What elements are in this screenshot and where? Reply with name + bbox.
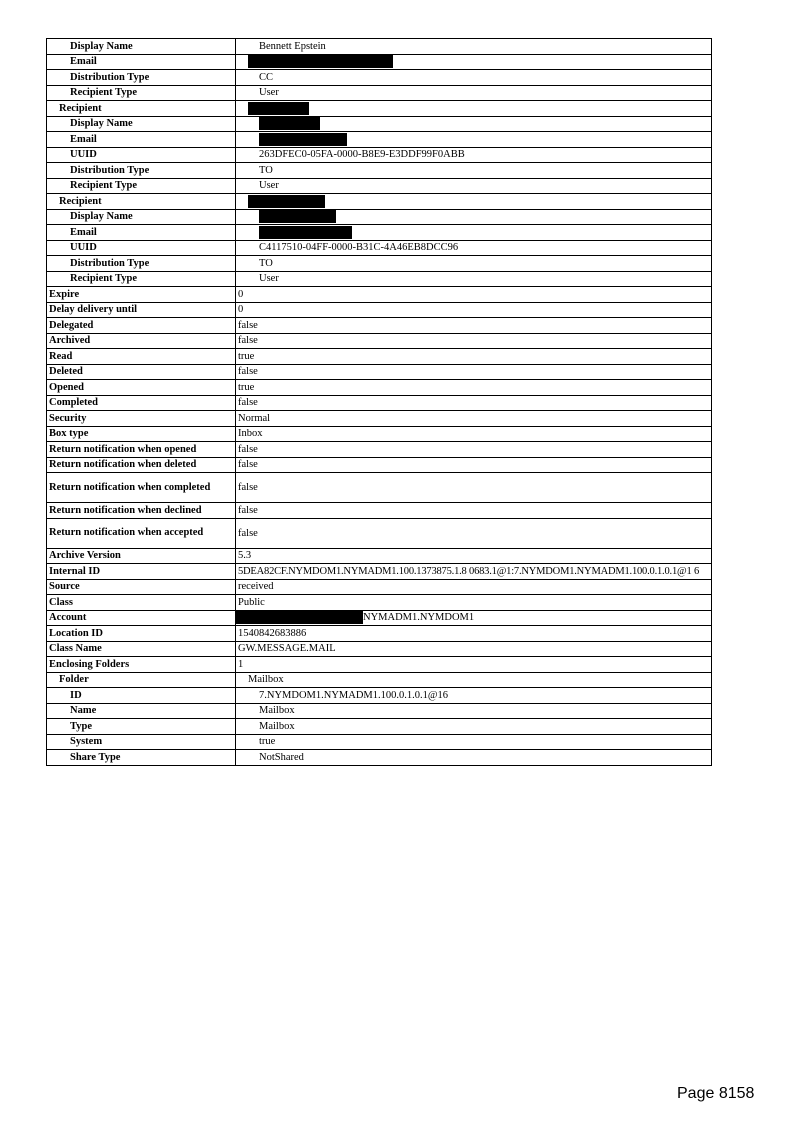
field-label: Return notification when deleted bbox=[47, 457, 236, 473]
table-row bbox=[47, 518, 712, 548]
field-value: GW.MESSAGE.MAIL bbox=[236, 641, 712, 657]
table-row bbox=[47, 240, 712, 256]
table-row bbox=[47, 548, 712, 564]
table-row bbox=[47, 116, 712, 132]
redaction-box bbox=[259, 226, 352, 239]
table-row bbox=[47, 101, 712, 117]
field-label: Expire bbox=[47, 287, 236, 303]
table-row bbox=[47, 750, 712, 766]
field-label: Recipient Type bbox=[47, 271, 236, 287]
field-label: Location ID bbox=[47, 626, 236, 642]
field-value: true bbox=[236, 349, 712, 365]
table-row bbox=[47, 163, 712, 179]
redaction-box bbox=[236, 611, 363, 624]
field-label: Read bbox=[47, 349, 236, 365]
field-label: Opened bbox=[47, 380, 236, 396]
table-row bbox=[47, 411, 712, 427]
table-row bbox=[47, 147, 712, 163]
table-row bbox=[47, 688, 712, 704]
field-value bbox=[236, 54, 712, 70]
field-value bbox=[236, 610, 712, 626]
table-row bbox=[47, 442, 712, 458]
field-label: Archive Version bbox=[47, 548, 236, 564]
field-value: false bbox=[236, 318, 712, 334]
field-label: Email bbox=[47, 132, 236, 148]
page-number: Page 8158 bbox=[677, 1085, 755, 1102]
table-row bbox=[47, 85, 712, 101]
table-row bbox=[47, 333, 712, 349]
account-domain: NYMADM1.NYMDOM1 bbox=[363, 612, 475, 624]
table-row bbox=[47, 302, 712, 318]
field-value: 0 bbox=[236, 287, 712, 303]
field-label: Account bbox=[47, 610, 236, 626]
field-value: 1 bbox=[236, 657, 712, 673]
field-value: false bbox=[236, 333, 712, 349]
table-row bbox=[47, 503, 712, 519]
field-value: true bbox=[236, 734, 712, 750]
field-value: 7.NYMDOM1.NYMADM1.100.0.1.0.1@16 bbox=[236, 688, 712, 704]
table-row bbox=[47, 178, 712, 194]
field-value: false bbox=[236, 364, 712, 380]
table-row bbox=[47, 579, 712, 595]
field-value: 5DEA82CF.NYMDOM1.NYMADM1.100.1373875.1.8 0683.1@1:7.NYMDOM1.NYMADM1.100.0.1.0.1@1 6 bbox=[236, 564, 712, 580]
field-label: Deleted bbox=[47, 364, 236, 380]
field-label: Distribution Type bbox=[47, 70, 236, 86]
field-label: Display Name bbox=[47, 116, 236, 132]
field-label: Recipient bbox=[47, 194, 236, 210]
table-row bbox=[47, 395, 712, 411]
field-value: C4117510-04FF-0000-B31C-4A46EB8DCC96 bbox=[236, 240, 712, 256]
field-label: UUID bbox=[47, 147, 236, 163]
table-row bbox=[47, 209, 712, 225]
field-value: false bbox=[236, 518, 712, 548]
field-label: Class Name bbox=[47, 641, 236, 657]
field-label: Recipient Type bbox=[47, 178, 236, 194]
field-value: false bbox=[236, 457, 712, 473]
field-label: Return notification when declined bbox=[47, 503, 236, 519]
field-value: Mailbox bbox=[236, 672, 712, 688]
field-value: Public bbox=[236, 595, 712, 611]
field-label: Internal ID bbox=[47, 564, 236, 580]
table-row bbox=[47, 672, 712, 688]
field-label: Enclosing Folders bbox=[47, 657, 236, 673]
field-label: Share Type bbox=[47, 750, 236, 766]
field-value: User bbox=[236, 178, 712, 194]
field-label: Delay delivery until bbox=[47, 302, 236, 318]
redaction-box bbox=[259, 133, 347, 146]
table-row bbox=[47, 318, 712, 334]
field-label: Security bbox=[47, 411, 236, 427]
table-row bbox=[47, 54, 712, 70]
table-row bbox=[47, 657, 712, 673]
field-value: 0 bbox=[236, 302, 712, 318]
field-label: Box type bbox=[47, 426, 236, 442]
field-value: Normal bbox=[236, 411, 712, 427]
field-value: Bennett Epstein bbox=[236, 39, 712, 55]
field-value bbox=[236, 225, 712, 241]
field-value bbox=[236, 116, 712, 132]
field-value: Mailbox bbox=[236, 719, 712, 735]
field-label: Folder bbox=[47, 672, 236, 688]
field-label: Class bbox=[47, 595, 236, 611]
field-label: Distribution Type bbox=[47, 163, 236, 179]
redaction-box bbox=[259, 117, 320, 130]
field-label: Display Name bbox=[47, 39, 236, 55]
field-value: TO bbox=[236, 163, 712, 179]
field-value: User bbox=[236, 85, 712, 101]
table-row bbox=[47, 349, 712, 365]
table-row bbox=[47, 473, 712, 503]
field-label: Email bbox=[47, 225, 236, 241]
table-row bbox=[47, 287, 712, 303]
field-value bbox=[236, 132, 712, 148]
field-value: false bbox=[236, 395, 712, 411]
table-row bbox=[47, 734, 712, 750]
field-value: 5.3 bbox=[236, 548, 712, 564]
field-label: Return notification when accepted bbox=[47, 518, 236, 548]
field-value: received bbox=[236, 579, 712, 595]
table-row bbox=[47, 70, 712, 86]
field-value: false bbox=[236, 442, 712, 458]
redaction-box bbox=[259, 210, 336, 223]
field-value: 263DFEC0-05FA-0000-B8E9-E3DDF99F0ABB bbox=[236, 147, 712, 163]
field-value: Inbox bbox=[236, 426, 712, 442]
field-value: NotShared bbox=[236, 750, 712, 766]
field-value: Mailbox bbox=[236, 703, 712, 719]
field-label: Recipient Type bbox=[47, 85, 236, 101]
field-label: Type bbox=[47, 719, 236, 735]
table-row bbox=[47, 271, 712, 287]
email-properties-table bbox=[46, 38, 712, 766]
field-label: Distribution Type bbox=[47, 256, 236, 272]
field-label: Delegated bbox=[47, 318, 236, 334]
field-label: ID bbox=[47, 688, 236, 704]
table-row bbox=[47, 364, 712, 380]
field-label: Email bbox=[47, 54, 236, 70]
field-label: Display Name bbox=[47, 209, 236, 225]
table-row bbox=[47, 132, 712, 148]
field-value bbox=[236, 194, 712, 210]
table-row bbox=[47, 256, 712, 272]
field-value bbox=[236, 209, 712, 225]
field-label: Return notification when completed bbox=[47, 473, 236, 503]
field-label: Name bbox=[47, 703, 236, 719]
field-value: true bbox=[236, 380, 712, 396]
field-value: false bbox=[236, 503, 712, 519]
table-row bbox=[47, 457, 712, 473]
table-row bbox=[47, 39, 712, 55]
table-row bbox=[47, 719, 712, 735]
redaction-box bbox=[248, 195, 325, 208]
field-label: UUID bbox=[47, 240, 236, 256]
table-row bbox=[47, 595, 712, 611]
field-label: Completed bbox=[47, 395, 236, 411]
table-row bbox=[47, 626, 712, 642]
table-row bbox=[47, 194, 712, 210]
table-row bbox=[47, 225, 712, 241]
field-label: Source bbox=[47, 579, 236, 595]
field-label: Recipient bbox=[47, 101, 236, 117]
table-row bbox=[47, 426, 712, 442]
field-value bbox=[236, 101, 712, 117]
table-row bbox=[47, 380, 712, 396]
field-label: Return notification when opened bbox=[47, 442, 236, 458]
field-label: System bbox=[47, 734, 236, 750]
field-value: 1540842683886 bbox=[236, 626, 712, 642]
redaction-box bbox=[248, 55, 393, 68]
table-row bbox=[47, 610, 712, 626]
field-value: false bbox=[236, 473, 712, 503]
field-value: TO bbox=[236, 256, 712, 272]
table-row bbox=[47, 641, 712, 657]
field-value: CC bbox=[236, 70, 712, 86]
field-value: User bbox=[236, 271, 712, 287]
table-row bbox=[47, 703, 712, 719]
table-row bbox=[47, 564, 712, 580]
redaction-box bbox=[248, 102, 309, 115]
field-label: Archived bbox=[47, 333, 236, 349]
